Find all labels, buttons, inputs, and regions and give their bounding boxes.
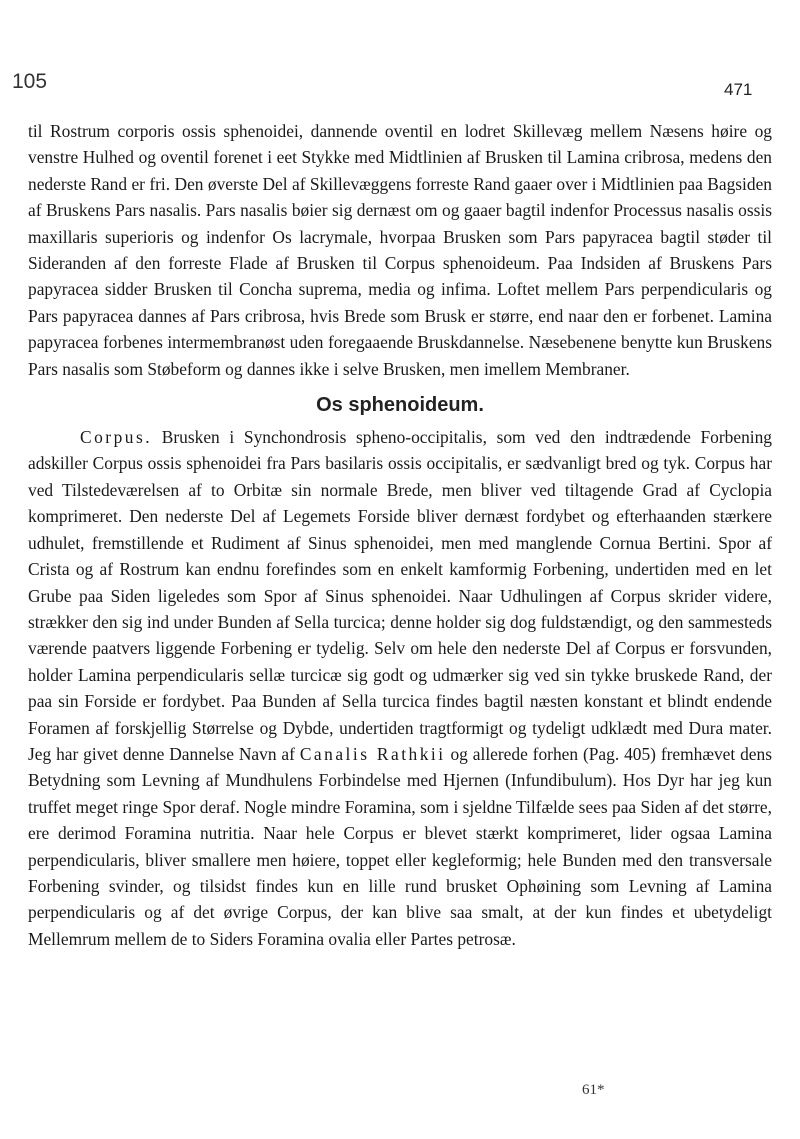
paragraph-corpus (28, 424, 772, 952)
paragraph-text-part-b: og allerede forhen (Pag. 405) fremhævet dens Betydning som Levning af Mundhulens Forbindelse med Hjernen (Infundibulum). Hos Dyr har jeg kun truffet meget ringe Spor deraf. Nogle mindre Foramina, som i sjeldne Tilfælde sees paa Siden af det større, ere derimod Foramina nutritia. Naar hele Corpus er blevet stærkt komprimeret, lider ogsaa Lamina perpendicularis, bliver smallere men høiere, toppet eller kegleformig; hele Bunden med den transversale Forbening svinder, og tilsidst findes kun en lille rund brusket Ophøining som Levning af Lamina perpendicularis og af det øvrige Corpus, der kan blive saa smalt, at der kun findes et ubetydeligt Mellemrum mellem de to Siders Foramina ovalia eller Partes petrosæ. (28, 743, 772, 949)
page-number-left: 105 (12, 70, 48, 93)
body-text (28, 118, 772, 952)
paragraph-lead-term: Corpus. (80, 427, 153, 448)
page-number-right: 471 (724, 80, 753, 99)
paragraph-text-part-a: Brusken i Synchondrosis spheno-occipitalis, som ved den indtrædende Forbening adskiller Corpus ossis sphenoidei fra Pars basilaris ossis occipitalis, er sædvanligt bred og tyk. Corpus har ved Tilstedeværelsen af to Orbitæ sin normale Brede, men bliver ved tiltagende Grad af Cyclopia komprimeret. Den nederste Del af Legemets Forside bliver dernæst fordybet og efterhaanden stærkere udhulet, fremstillende et Rudiment af Sinus sphenoidei, men med manglende Cornua Bertini. Spor af Crista og af Rostrum kan endnu forefindes som en enkelt kamformig Forbening, undertiden med en let Grube paa Siden ligeledes som Spor af Sinus sphenoidei. Naar Udhulingen af Corpus skrider videre, strækker den sig ind under Bunden af Sella turcica; denne holder sig dog fuldstændigt, og den sammesteds værende paatvers liggende Forbening er tydelig. Selv om hele den nederste Del af Corpus er forsvunden, holder Lamina perpendicularis sellæ turcicæ sig godt og udmærker sig ved sin tykke bruskede Rand, der paa sin Forside er fordybet. Paa Bunden af Sella turcica findes bagtil næsten konstant et blindt endende Foramen af forskjellig Størrelse og Dybde, undertiden tragtformigt og tydeligt udklædt med Dura mater. Jeg har givet denne Dannelse Navn af (28, 427, 772, 764)
signature-mark: 61* (582, 1082, 605, 1098)
paragraph-continuation: til Rostrum corporis ossis sphenoidei, dannende oventil en lodret Skillevæg mellem Næsens høire og venstre Hulhed og oventil forenet i eet Stykke med Midtlinien af Brusken til Lamina cribrosa, medens den nederste Rand er fri. Den øverste Del af Skillevæggens forreste Rand gaaer over i Midtlinien paa Bagsiden af Bruskens Pars nasalis. Pars nasalis bøier sig dernæst om og gaaer bagtil indenfor Processus nasalis ossis maxillaris superioris og indenfor Os lacrymale, hvorpaa Brusken som Pars papyracea bagtil støder til Sideranden af den forreste Flade af Brusken til Corpus sphenoideum. Paa Indsiden af Bruskens Pars papyracea sidder Brusken til Concha suprema, media og infima. Loftet mellem Pars perpendicularis og Pars papyracea dannes af Pars cribrosa, hvis Brede som Brusk er større, end naar den er forbenet. Lamina papyracea forbenes intermembranøst uden foregaaende Bruskdannelse. Næsebenene benytte kun Bruskens Pars nasalis som Støbeform og dannes ikke i selve Brusken, men imellem Membraner. (28, 121, 772, 379)
section-heading: Os sphenoideum. (316, 394, 484, 417)
canalis-rathkii-term: Canalis Rathkii (299, 743, 446, 764)
